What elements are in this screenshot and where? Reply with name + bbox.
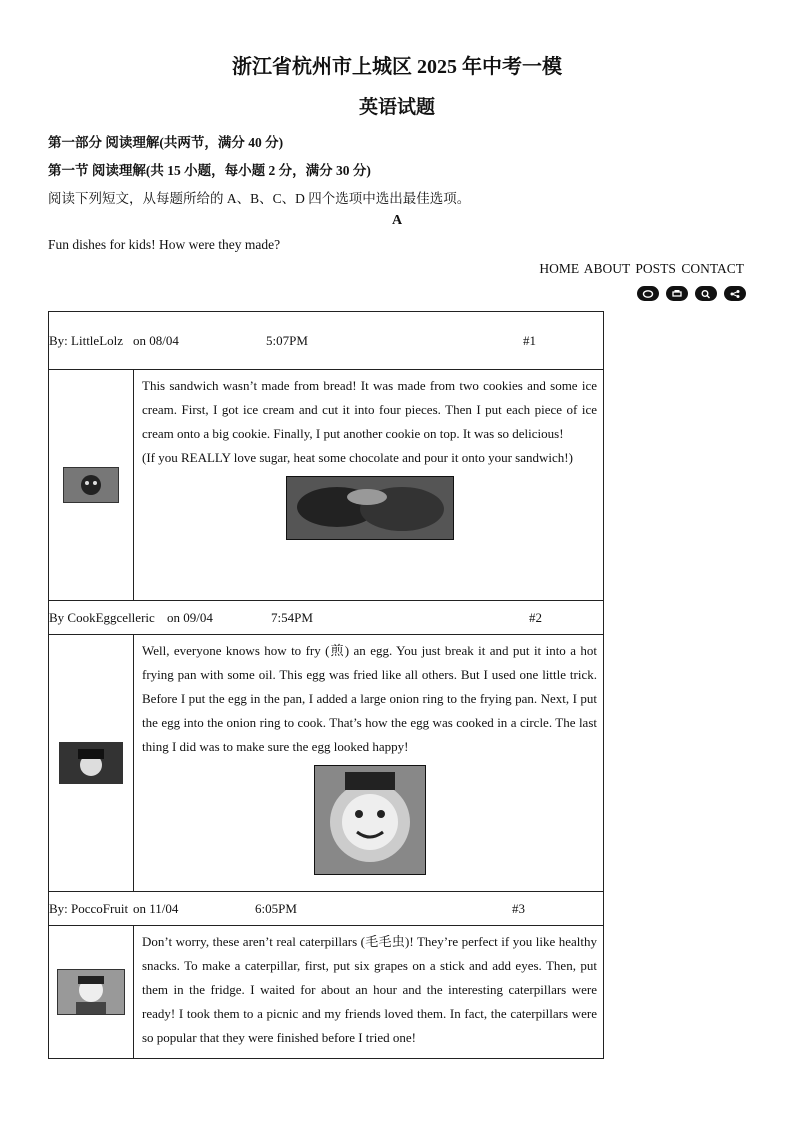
post-date: on 11/04 [133,900,179,916]
site-nav [539,261,744,277]
post-note: (If you REALLY love sugar, heat some chocolate and pour it onto your sandwich!) [142,450,573,465]
direction-text: 阅读下列短文，从每题所给的 A、B、C、D 四个选项中选出最佳选项。 [48,191,471,206]
chat-icon[interactable] [637,286,659,301]
post-text: Don’t worry, these aren’t real caterpillars (毛毛虫)! They’re perfect if you like healthy snacks. To make a caterpillar, first, put six grapes on a stick and add eyes. Then, put them in the fridge. I waited for about an hour and the interesting caterpillars were ready! I took them to a picnic and my friends loved them. In fact, the caterpillars were so popular that they were finished before I tried one! [142,934,597,1045]
page-intro: Fun dishes for kids! How were they made? [48,237,281,252]
nav-posts[interactable]: POSTS [635,261,676,276]
share-icon[interactable] [724,286,746,301]
post-time: 6:05PM [255,900,297,916]
post-number: #1 [523,332,536,348]
post-time: 5:07PM [266,332,308,348]
post-author: By: PoccoFruit [49,900,129,916]
part-heading: 第一部分 阅读理解(共两节，满分 40 分) [48,135,284,150]
post-body-1 [49,370,604,601]
avatar [59,742,123,784]
post-date: on 08/04 [133,332,179,348]
post-header-2 [49,601,604,635]
nav-home[interactable]: HOME [539,261,580,276]
post-header-1 [49,312,604,370]
photo-cookie-sandwich [286,476,454,540]
section-heading: 第一节 阅读理解(共 15 小题，每小题 2 分，满分 30 分) [48,163,371,178]
print-icon[interactable] [666,286,688,301]
post-number: #2 [529,609,542,625]
avatar [57,969,125,1015]
post-text: This sandwich wasn’t made from bread! It was made from two cookies and some ice cream. First, I got ice cream and cut it into four pieces. Then I put each piece of ice cream onto a big cookie. Finally, I put another cookie on top. It was so delicious! [142,378,597,441]
nav-contact[interactable]: CONTACT [681,261,744,276]
post-header-3 [49,892,604,926]
post-author: By CookEggcelleric [49,609,155,625]
posts-table [48,311,604,1059]
passage-label: A [391,213,403,228]
icon-bar [637,286,746,301]
post-number: #3 [512,900,525,916]
post-time: 7:54PM [271,609,313,625]
exam-subtitle: 英语试题 [358,97,435,118]
post-date: on 09/04 [167,609,213,625]
post-text: Well, everyone knows how to fry (煎) an egg. You just break it and put it into a hot frying pan with some oil. This egg was fried like all others. But I used one little trick. Before I put the egg in the pan, I added a large onion ring to the frying pan. Next, I put the egg into the onion ring to cook. That’s how the egg was cooked in a circle. The last thing I did was to make sure the egg looked happy! [142,643,597,754]
post-body-2 [49,635,604,892]
avatar [63,467,119,503]
exam-title: 浙江省杭州市上城区 2025 年中考一模 [232,56,562,78]
post-author: By: LittleLolz [49,332,124,348]
search-icon[interactable] [695,286,717,301]
nav-about[interactable]: ABOUT [583,261,631,276]
post-body-3 [49,926,604,1059]
photo-happy-egg [314,765,426,875]
